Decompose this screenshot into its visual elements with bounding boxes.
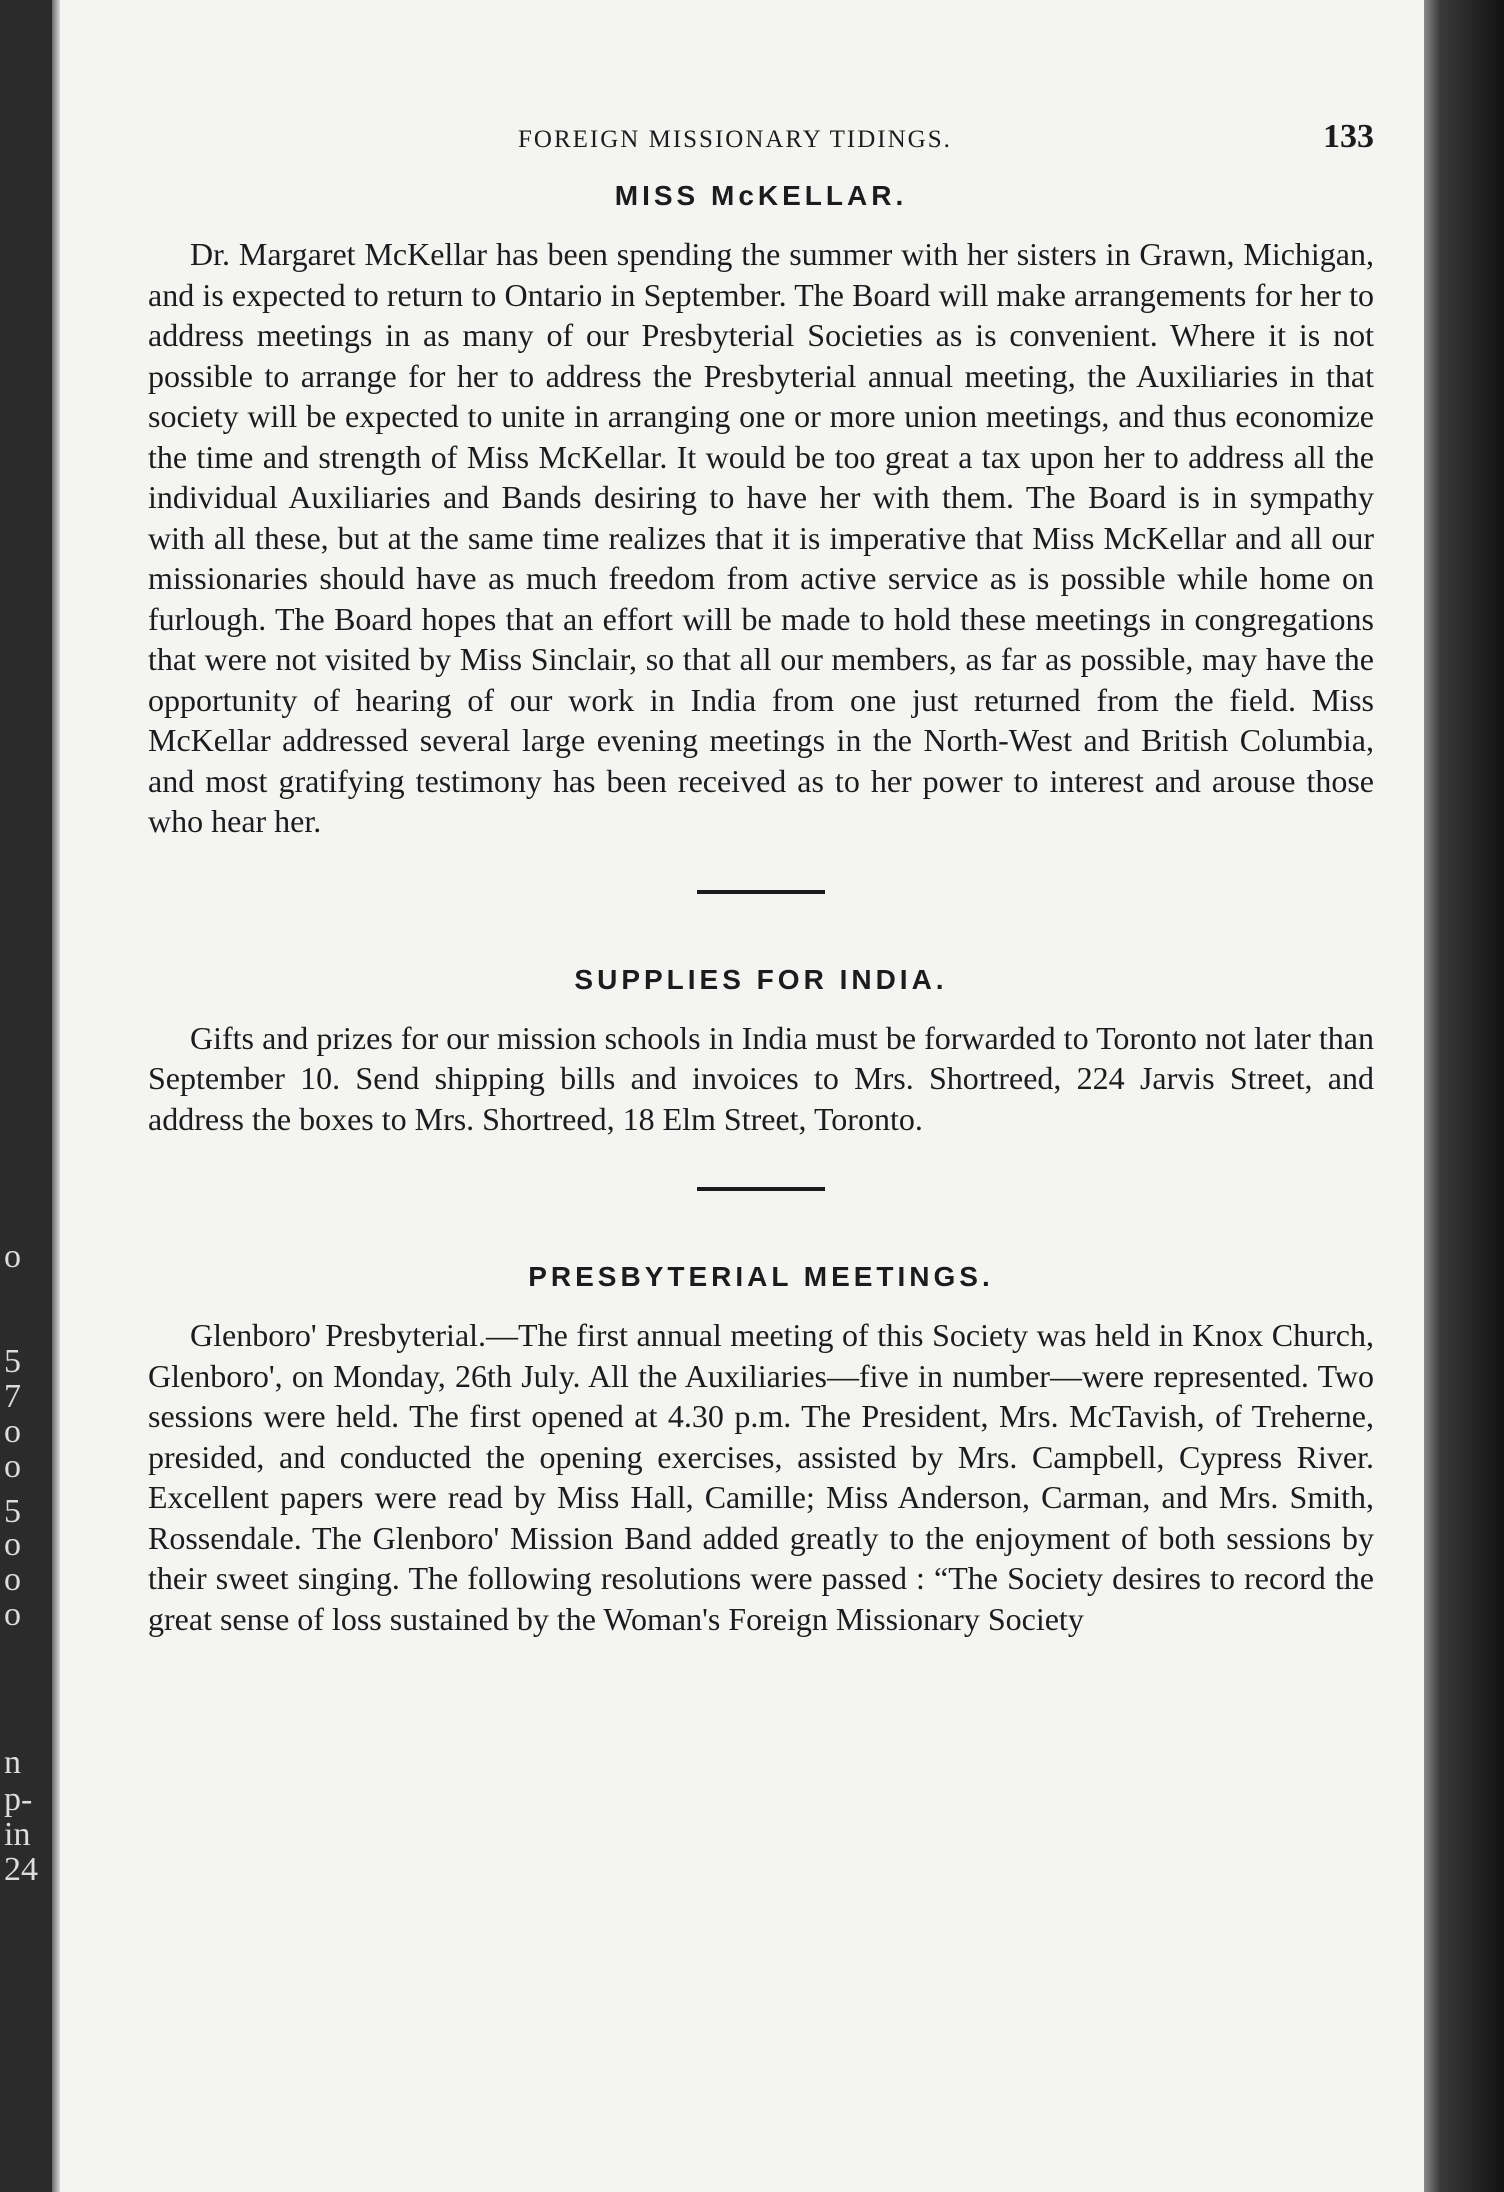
section-paragraph: Gifts and prizes for our mission schools in India must be forwarded to Toronto not later than September 10. Send shipping bills and invoices to Mrs. Shortreed, 224 Jarvis Street, and address the boxes to Mrs. Shortreed, 18 Elm Street, Toronto. [148, 1019, 1374, 1137]
fragment-char: in [4, 1816, 31, 1853]
section-heading: PRESBYTERIAL MEETINGS. [528, 1261, 994, 1292]
running-title: FOREIGN MISSIONARY TIDINGS. [518, 126, 952, 153]
book-page [60, 0, 1424, 2192]
fragment-char: o [4, 1561, 21, 1598]
section-supplies-for-india [148, 964, 1374, 1140]
fragment-char: 7 [4, 1378, 21, 1415]
book-gutter-left [0, 0, 52, 2192]
fragment-char: o [4, 1448, 21, 1485]
previous-page-fragment [0, 0, 52, 2192]
fragment-char: 5 [4, 1343, 21, 1380]
fragment-char: o [4, 1596, 21, 1633]
fragment-char: p- [4, 1781, 33, 1818]
fragment-char: n [4, 1744, 21, 1781]
section-heading: MISS McKELLAR. [614, 180, 908, 211]
fragment-char: 24 [4, 1851, 38, 1888]
fragment-char: o [4, 1238, 21, 1275]
section-miss-mckellar [148, 180, 1374, 842]
running-head [148, 108, 1374, 168]
section-divider [697, 890, 825, 894]
page-number: 133 [1323, 118, 1374, 155]
fragment-char: o [4, 1413, 21, 1450]
gutter-edge [52, 0, 60, 2192]
page-content [148, 108, 1374, 1639]
section-heading: SUPPLIES FOR INDIA. [574, 963, 948, 995]
section-paragraph: Glenboro' Presbyterial.—The first annual meeting of this Society was held in Knox Church, Glenboro', on Monday, 26th July. All the Auxiliaries—five in number—were represented. Two sessions were held. The first opened at 4.30 p.m. The President, Mrs. McTavish, of Treherne, presided, and conducted the opening exercises, assisted by Mrs. Campbell, Cypress River. Excellent papers were read by Miss Hall, Camille; Miss Anderson, Carman, and Mrs. Smith, Rossendale. The Glenboro' Mission Band added greatly to the enjoyment of both sessions by their sweet singing. The following resolutions were passed : “The Society desires to record the great sense of loss sustained by the Woman's Foreign Missionary Society [148, 1317, 1374, 1637]
fragment-char: 5 [4, 1493, 21, 1530]
section-paragraph: Dr. Margaret McKellar has been spending the summer with her sisters in Grawn, Michigan, and is expected to return to Ontario in September. The Board will make arrangements for her to address meetings in as many of our Presbyterial Societies as is convenient. Where it is not possible to arrange for her to address the Presbyterial annual meeting, the Auxiliaries in that society will be expected to unite in arranging one or more union meetings, and thus economize the time and strength of Miss McKellar. It would be too great a tax upon her to address all the individual Auxiliaries and Bands desiring to have her with them. The Board is in sympathy with all these, but at the same time realizes that it is imperative that Miss McKellar and all our missionaries should have as much freedom from active service as is possible while home on furlough. The Board hopes that an effort will be made to hold these meetings in congregations that were not visited by Miss Sinclair, so that all our members, as far as possible, may have the opportunity of hearing of our work in India from one just returned from the field. Miss McKellar addressed several large evening meetings in the North-West and British Columbia, and most gratifying testimony has been received as to her power to interest and arouse those who hear her. [148, 236, 1374, 839]
section-divider [697, 1187, 825, 1191]
book-edge-right [1424, 0, 1504, 2192]
section-presbyterial-meetings [148, 1261, 1374, 1639]
fragment-char: o [4, 1526, 21, 1563]
